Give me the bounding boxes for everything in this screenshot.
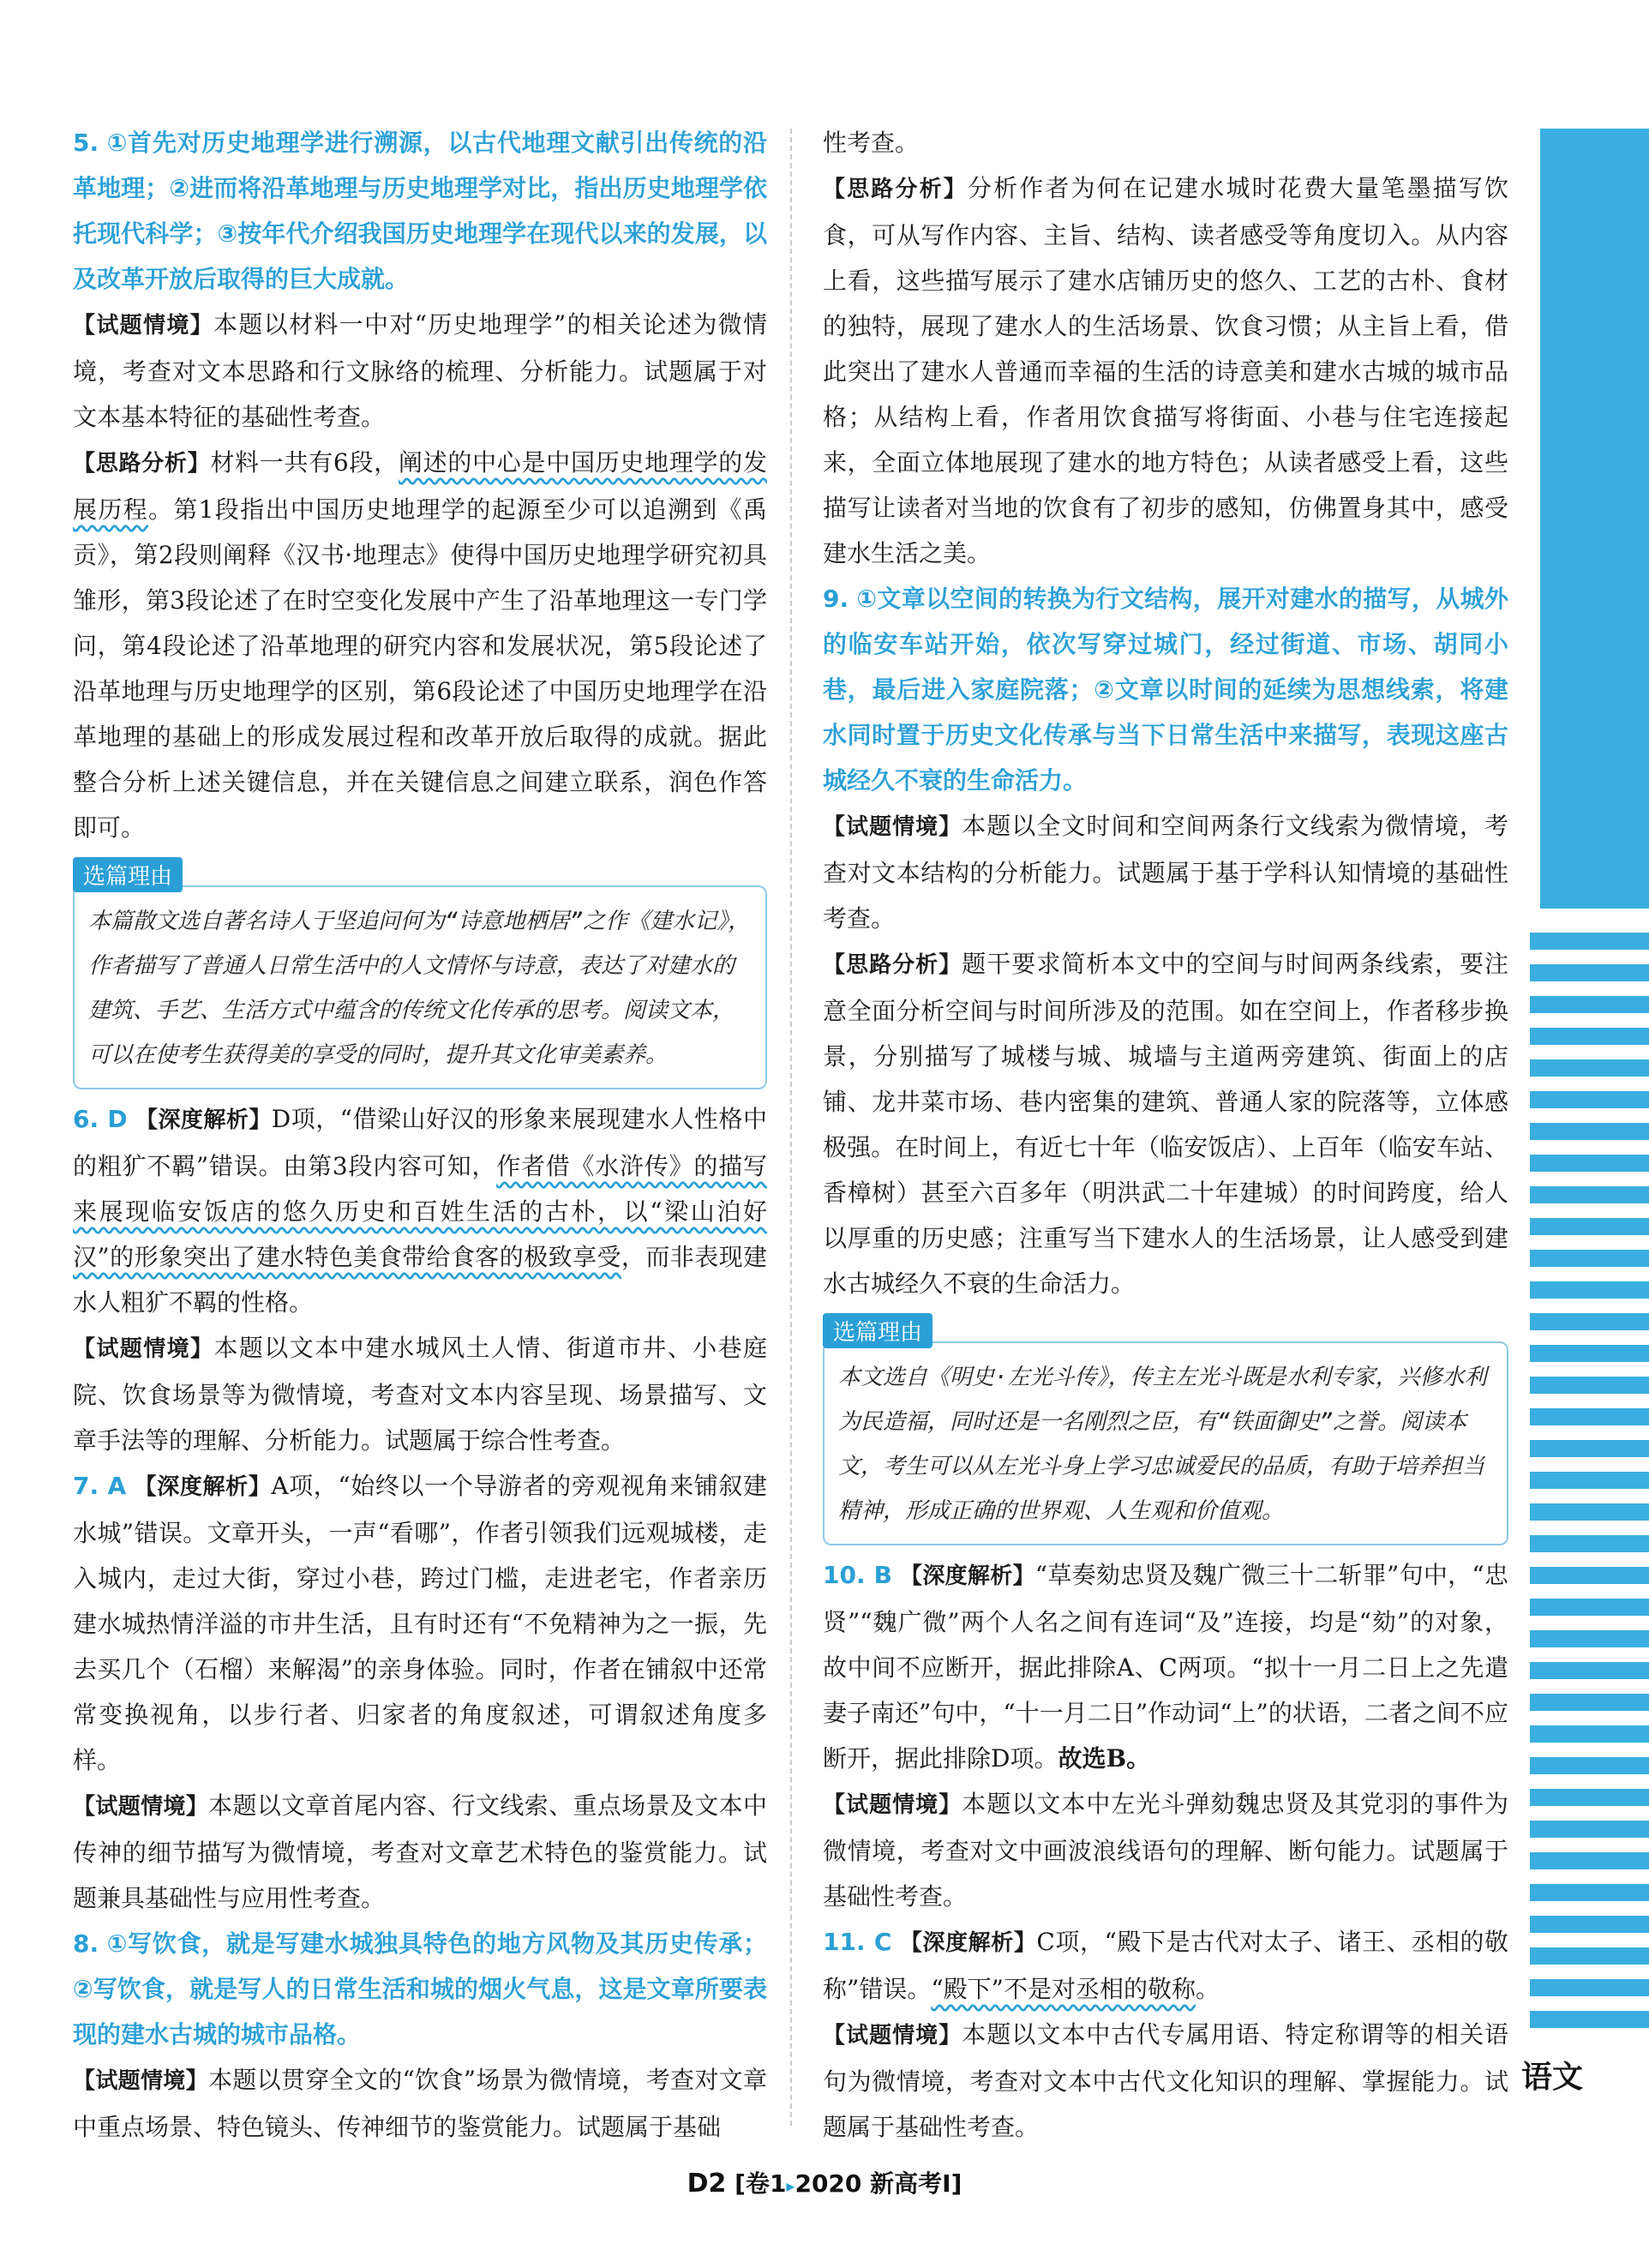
q9-situation (823, 803, 1508, 941)
q7-situation-tag: 【试题情境】 (73, 1794, 209, 1820)
q9-situation-tag: 【试题情境】 (823, 814, 962, 840)
subject-label: 语文 (1521, 2060, 1584, 2095)
q6-situation (73, 1325, 767, 1463)
footer-exam: 2020 新高考Ⅰ (795, 2169, 951, 2198)
q5-situation (73, 302, 767, 440)
footer-bracket-open: [ (735, 2169, 746, 2198)
q8-analysis-text: 分析作者为何在记建水城时花费大量笔墨描写饮食，可从写作内容、主旨、结构、读者感受等角度切入。从内容上看，这些描写展示了建水店铺历史的悠久、工艺的古朴、食材的独特，展现了建水人的生活场景、饮食习惯；从主旨上看，借此突出了建水人普通而幸福的生活的诗意美和建水古城的城市品格；从结构上看，作者用饮食描写将街面、小巷与住宅连接起来，全面立体地展现了建水的地方特色；从读者感受上看，这些描写让读者对当地的饮食有了初步的感知，仿佛置身其中，感受建水生活之美。 (823, 174, 1508, 567)
page-footer (0, 2165, 1649, 2199)
q8-analysis-tag: 【思路分析】 (823, 177, 968, 202)
q10-situation-text: 本题以文本中左光斗弹劾魏忠贤及其党羽的事件为微情境，考查对文中画波浪线语句的理解、断句能力。试题属于基础性考查。 (823, 1790, 1508, 1911)
q8-answer-text: ①写饮食，就是写建水城独具特色的地方风物及其历史传承；②写饮食，就是写人的日常生活和城的烟火气息，这是文章所要表现的建水古城的城市品格。 (73, 1929, 767, 2049)
reason-title-2: 选篇理由 (823, 1313, 932, 1348)
q9-answer (823, 576, 1508, 803)
q5-analysis (73, 440, 767, 850)
q9-answer-text: ①文章以空间的转换为行文结构，展开对建水的描写，从城外的临安车站开始，依次写穿过城门，经过街道、市场、胡同小巷，最后进入家庭院落；②文章以时间的延续为思想线索，将建水同时置于历史文化传承与当下日常生活中来描写，表现这座古城经久不衰的生命活力。 (823, 585, 1508, 795)
q5-analysis-tag: 【思路分析】 (73, 451, 211, 477)
q6-post: ，而非表现建水人粗犷不羁的性格。 (73, 1243, 767, 1317)
q5-analysis-pre: 材料一共有6段， (210, 448, 399, 477)
column-divider (790, 129, 792, 2126)
q9-analysis-tag: 【思路分析】 (823, 952, 962, 978)
right-column (823, 120, 1508, 2150)
q7-number: 7. A (73, 1472, 127, 1500)
q6-tag: 【深度解析】 (135, 1107, 272, 1133)
q11-situation-tag: 【试题情境】 (823, 2023, 962, 2049)
q11-number: 11. C (823, 1928, 892, 1956)
reason-text-2: 本文选自《明史·左光斗传》，传主左光斗既是水利专家，兴修水利为民造福，同时还是一名刚烈之臣，有“铁面御史”之誉。阅读本文，考生可以从左光斗身上学习忠诚爱民的品质，有助于培养担当精神，形成正确的世界观、人生观和价值观。 (823, 1341, 1508, 1545)
q11-pre: C项，“殿下是古代对太子、诸王、丞相的敬称”错误。 (823, 1928, 1508, 2003)
q5-answer-text: ①首先对历史地理学进行溯源，以古代地理文献引出传统的沿革地理；②进而将沿革地理与历史地理学对比，指出历史地理学依托现代科学；③按年代介绍我国历史地理学在现代以来的发展，以及改革开放后取得的巨大成就。 (73, 129, 767, 293)
q8-situation-continued: 性考查。 (823, 129, 920, 157)
q5-answer (73, 120, 767, 302)
q9-situation-text: 本题以全文时间和空间两条行文线索为微情境，考查对文本结构的分析能力。试题属于基于学科认知情境的基础性考查。 (823, 812, 1508, 933)
q10-conclusion: 故选B。 (1058, 1744, 1151, 1773)
q6-analysis (73, 1096, 767, 1325)
reason-text-1: 本篇散文选自著名诗人于坚追问何为“诗意地栖居”之作《建水记》，作者描写了普通人日常生活中的人文情怀与诗意，表达了对建水的建筑、手艺、生活方式中蕴含的传统文化传承的思考。阅读文本，可以在使考生获得美的享受的同时，提升其文化审美素养。 (73, 885, 767, 1089)
footer-volume: 卷1 (745, 2169, 787, 2198)
q10-number: 10. B (823, 1561, 892, 1589)
q5-number: 5. (73, 129, 99, 157)
footer-bracket-close: ] (950, 2169, 962, 2198)
reason-title-1: 选篇理由 (73, 857, 183, 892)
q6-situation-tag: 【试题情境】 (73, 1336, 214, 1362)
q8-analysis (823, 165, 1508, 576)
q11-situation (823, 2012, 1508, 2150)
q6-situation-text: 本题以文本中建水城风土人情、街道市井、小巷庭院、饮食场景等为微情境，考查对文本内容呈现、场景描写、文章手法等的理解、分析能力。试题属于综合性考查。 (73, 1334, 767, 1455)
q11-tag: 【深度解析】 (899, 1930, 1037, 1956)
q7-text: A项，“始终以一个导游者的旁观视角来铺叙建水城”错误。文章开头，一声“看哪”，作者引领我们远观城楼，走入城内，走过大街，穿过小巷，跨过门槛，走进老宅，作者亲历建水城热情洋溢的市井生活，且有时还有“不免精神为之一振，先去买几个（石榴）来解渴”的亲身体验。同时，作者在铺叙中还常常变换视角，以步行者、归家者的角度叙述，可谓叙述角度多样。 (73, 1472, 767, 1774)
q6-wavy: 作者借《水浒传》的描写来展现临安饭店的悠久历史和百姓生活的古朴，以“梁山泊好汉”的形象突出了建水特色美食带给食客的极致享受 (73, 1152, 767, 1271)
q8-situation (73, 2057, 767, 2150)
q8-answer (73, 1921, 767, 2057)
left-column (73, 120, 767, 2150)
q10-situation (823, 1781, 1508, 1919)
reason-card-1 (73, 850, 767, 1089)
page-number: D2 (687, 2169, 727, 2199)
q7-situation-text: 本题以文章首尾内容、行文线索、重点场景及文本中传神的细节描写为微情境，考查对文章艺术特色的鉴赏能力。试题兼具基础性与应用性考查。 (73, 1791, 767, 1912)
q7-analysis (73, 1463, 767, 1783)
q8-situation-text: 本题以贯穿全文的“饮食”场景为微情境，考查对文章中重点场景、特色镜头、传神细节的鉴赏能力。试题属于基础 (73, 2066, 767, 2141)
q9-analysis (823, 941, 1508, 1306)
q8-number: 8. (73, 1929, 99, 1958)
q5-situation-text: 本题以材料一中对“历史地理学”的相关论述为微情境，考查对文本思路和行文脉络的梳理、分析能力。试题属于对文本基本特征的基础性考查。 (73, 310, 767, 431)
q11-wavy: “殿下”不是对丞相的敬称 (931, 1975, 1196, 2003)
q10-tag: 【深度解析】 (900, 1563, 1035, 1589)
q10-analysis (823, 1552, 1508, 1781)
q10-text: “草奏劾忠贤及魏广微三十二斩罪”句中，“忠贤”“魏广微”两个人名之间有连词“及”连接，均是“劾”的对象，故中间不应断开，据此排除A、C两项。“拟十一月二日上之先遣妻子南还”句中，“十一月二日”作动词“上”的状语，二者之间不应断开，据此排除D项。 (823, 1561, 1508, 1773)
reason-card-2 (823, 1306, 1508, 1545)
q6-pre: D项，“借梁山好汉的形象来展现建水人性格中的粗犷不羁”错误。由第3段内容可知， (73, 1105, 767, 1180)
q6-number: 6. D (73, 1105, 128, 1133)
side-color-block (1540, 129, 1649, 909)
q10-situation-tag: 【试题情境】 (823, 1792, 962, 1818)
q11-analysis (823, 1919, 1508, 2012)
side-stripes (1530, 933, 1649, 2043)
q5-analysis-post: 。第1段指出中国历史地理学的起源至少可以追溯到《禹贡》，第2段则阐释《汉书·地理志》使得中国历史地理学研究初具雏形，第3段论述了在时空变化发展中产生了沿革地理这一专门学问，第4段论述了沿革地理的研究内容和发展状况，第5段论述了沿革地理与历史地理学的区别，第6段论述了中国历史地理学在沿革地理的基础上的形成发展过程和改革开放后取得的成就。据此整合分析上述关键信息，并在关键信息之间建立联系，润色作答即可。 (73, 495, 767, 842)
q5-analysis-wavy: 阐述的中心是中国历史地理学的发展历程 (73, 448, 767, 524)
arrow-icon: ▸ (786, 2175, 795, 2196)
q7-tag: 【深度解析】 (134, 1474, 272, 1500)
q5-situation-tag: 【试题情境】 (73, 313, 214, 339)
q9-number: 9. (823, 585, 849, 613)
q11-post: 。 (1195, 1975, 1220, 2003)
q7-situation (73, 1783, 767, 1921)
q9-analysis-text: 题干要求简析本文中的空间与时间两条线索，要注意全面分析空间与时间所涉及的范围。如在空间上，作者移步换景，分别描写了城楼与城、城墙与主道两旁建筑、街面上的店铺、龙井菜市场、巷内密集的建筑、普通人家的院落等，立体感极强。在时间上，有近七十年（临安饭店）、上百年（临安车站、香樟树）甚至六百多年（明洪武二十年建城）的时间跨度，给人以厚重的历史感；注重写当下建水人的生活场景，让人感受到建水古城经久不衰的生命活力。 (823, 950, 1508, 1298)
q8-situation-tag: 【试题情境】 (73, 2068, 208, 2094)
q11-situation-text: 本题以文本中古代专属用语、特定称谓等的相关语句为微情境，考查对文本中古代文化知识的理解、掌握能力。试题属于基础性考查。 (823, 2020, 1508, 2141)
